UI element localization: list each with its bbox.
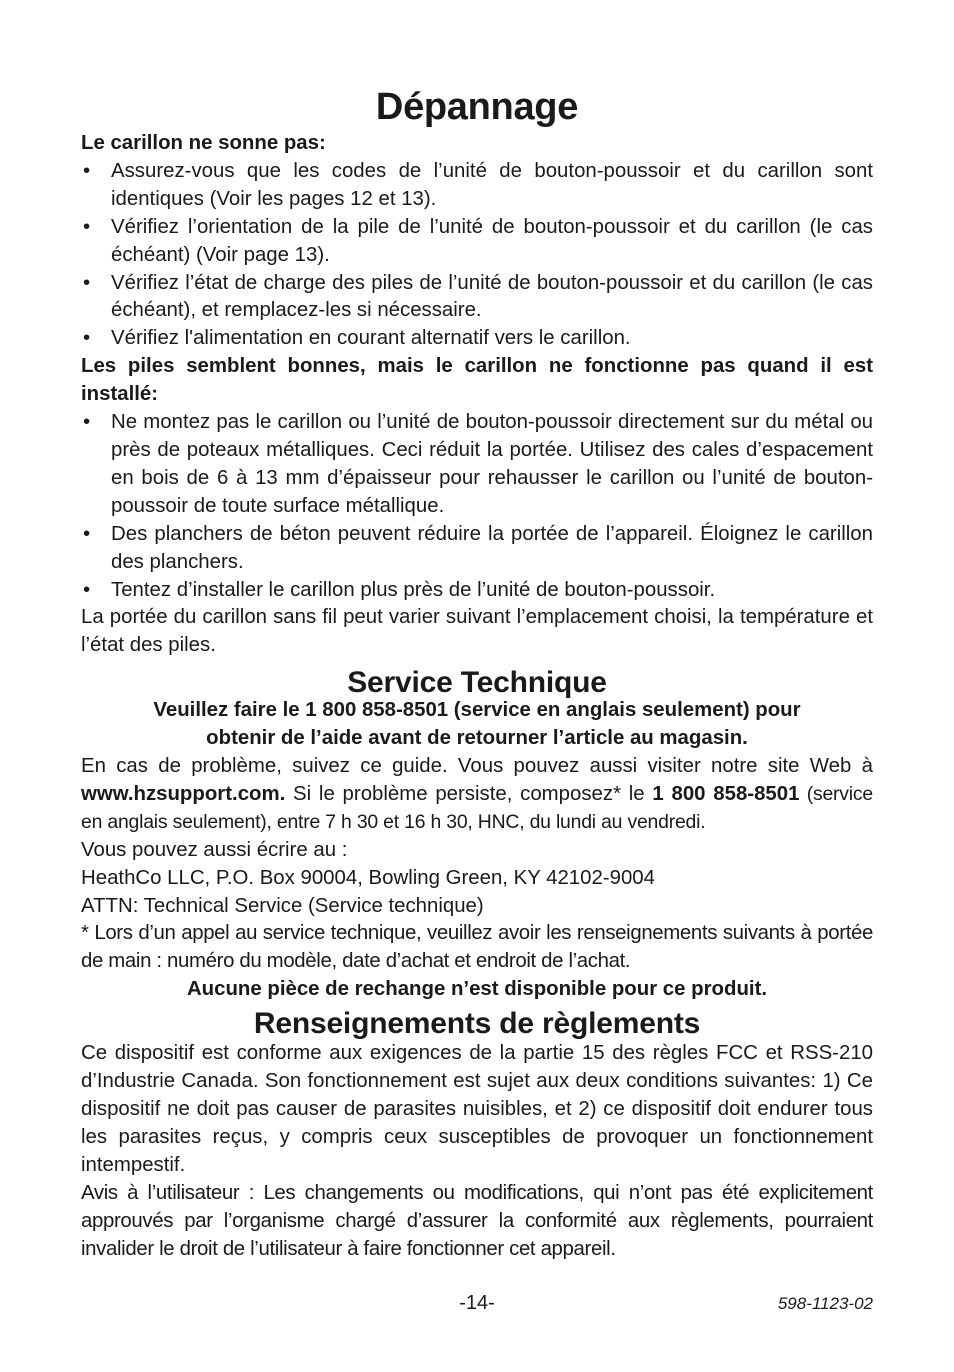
list-item-text: Vérifiez l'alimentation en courant alternatif vers le carillon. xyxy=(111,327,631,350)
bullet-icon: • xyxy=(83,271,91,294)
bullet-icon: • xyxy=(83,578,91,601)
no-parts-notice: Aucune pièce de rechange n’est disponible pour ce produit. xyxy=(186,978,768,1001)
list-item-text: Vérifiez l’état de charge des piles de l’unité de bouton-poussoir et du carillon (le cas échéant), et remplacez-les si nécessaire. xyxy=(111,271,873,322)
support-url: www.hzsupport.com. xyxy=(81,782,286,805)
service-text: En cas de problème, suivez ce guide. Vous pouvez aussi visiter notre site Web à xyxy=(81,755,873,778)
regulations-paragraph: Ce dispositif est conforme aux exigences de la partie 15 des règles FCC et RSS-210 d’Industrie Canada. Son fonctionnement est sujet aux deux conditions suivantes: 1) Ce dispositif ne doit pas causer de parasites nuisibles, et 2) ce dispositif doit endurer tous les parasites reçus, y compris ceux susceptibles de provoquer un fonctionnement intempestif. xyxy=(81,1042,873,1176)
problem-heading-no-sound: Le carillon ne sonne pas: xyxy=(81,132,326,154)
list-item-text: Assurez-vous que les codes de l’unité de bouton-poussoir et du carillon sont identiques (Voir les pages 12 et 13). xyxy=(111,159,873,210)
document-page xyxy=(81,84,873,1263)
document-number: 598-1123-02 xyxy=(777,1294,873,1313)
service-heading: Service Technique xyxy=(347,666,607,700)
no-sound-list xyxy=(81,158,873,353)
bullet-icon: • xyxy=(83,215,91,238)
list-item-text: Tentez d’installer le carillon plus près de l’unité de bouton-poussoir. xyxy=(111,578,716,601)
list-item xyxy=(81,214,873,270)
list-item xyxy=(81,158,873,214)
bullet-icon: • xyxy=(83,327,91,350)
regulations-heading: Renseignements de règlements xyxy=(253,1007,701,1041)
bullet-icon: • xyxy=(83,159,91,182)
list-item-text: Vérifiez l’orientation de la pile de l’unité de bouton-poussoir et du carillon (le cas échéant) (Voir page 13). xyxy=(111,215,873,266)
user-notice-paragraph: Avis à l’utilisateur : Les changements ou modifications, qui n’ont pas été explicitement approuvés par l’organisme chargé d’assurer la conformité aux règlements, pourraient invalider le droit de l’utilisateur à faire fonctionner cet appareil. xyxy=(81,1181,873,1260)
list-item xyxy=(81,325,873,353)
bullet-icon: • xyxy=(83,411,91,434)
list-item-text: Ne montez pas le carillon ou l’unité de bouton-poussoir directement sur du métal ou près de poteaux métalliques. Ceci réduit la portée. Utilisez des cales d’espacement en bois de 6 à 13 mm d’épaisseur pour rehausser le carillon ou l’unité de bouton-poussoir de toute surface métallique. xyxy=(111,411,873,517)
service-hours-text: (service en anglais seulement), entre 7 h 30 et 16 h 30, HNC, du lundi au vendredi. xyxy=(81,782,873,833)
service-call-line-2: obtenir de l’aide avant de retourner l’article au magasin. xyxy=(206,727,748,750)
service-footnote: * Lors d’un appel au service technique, veuillez avoir les renseignements suivants à portée de main : numéro du modèle, date d’achat et endroit de l’achat. xyxy=(81,922,873,973)
write-line: Vous pouvez aussi écrire au : xyxy=(81,838,348,861)
list-item-text: Des planchers de béton peuvent réduire la portée de l’appareil. Éloignez le carillon des planchers. xyxy=(111,522,873,573)
list-item xyxy=(81,577,873,605)
service-text: Si le problème persiste, composez* le xyxy=(285,782,653,805)
service-paragraph xyxy=(81,753,873,837)
bullet-icon: • xyxy=(83,522,91,545)
page-number: -14- xyxy=(459,1292,495,1314)
list-item xyxy=(81,270,873,326)
mailing-address: HeathCo LLC, P.O. Box 90004, Bowling Green, KY 42102-9004 xyxy=(81,866,655,889)
problem-heading-installed: Les piles semblent bonnes, mais le carillon ne fonctionne pas quand il est installé: xyxy=(81,355,873,406)
installed-list xyxy=(81,409,873,604)
range-note: La portée du carillon sans fil peut varier suivant l’emplacement choisi, la température et l’état des piles. xyxy=(81,606,873,657)
list-item xyxy=(81,521,873,577)
attn-line: ATTN: Technical Service (Service technique) xyxy=(81,894,484,917)
page-title: Dépannage xyxy=(375,86,579,128)
service-call-line-1: Veuillez faire le 1 800 858-8501 (service en anglais seulement) pour xyxy=(153,699,801,722)
support-phone: 1 800 858-8501 xyxy=(652,782,800,805)
list-item xyxy=(81,409,873,521)
